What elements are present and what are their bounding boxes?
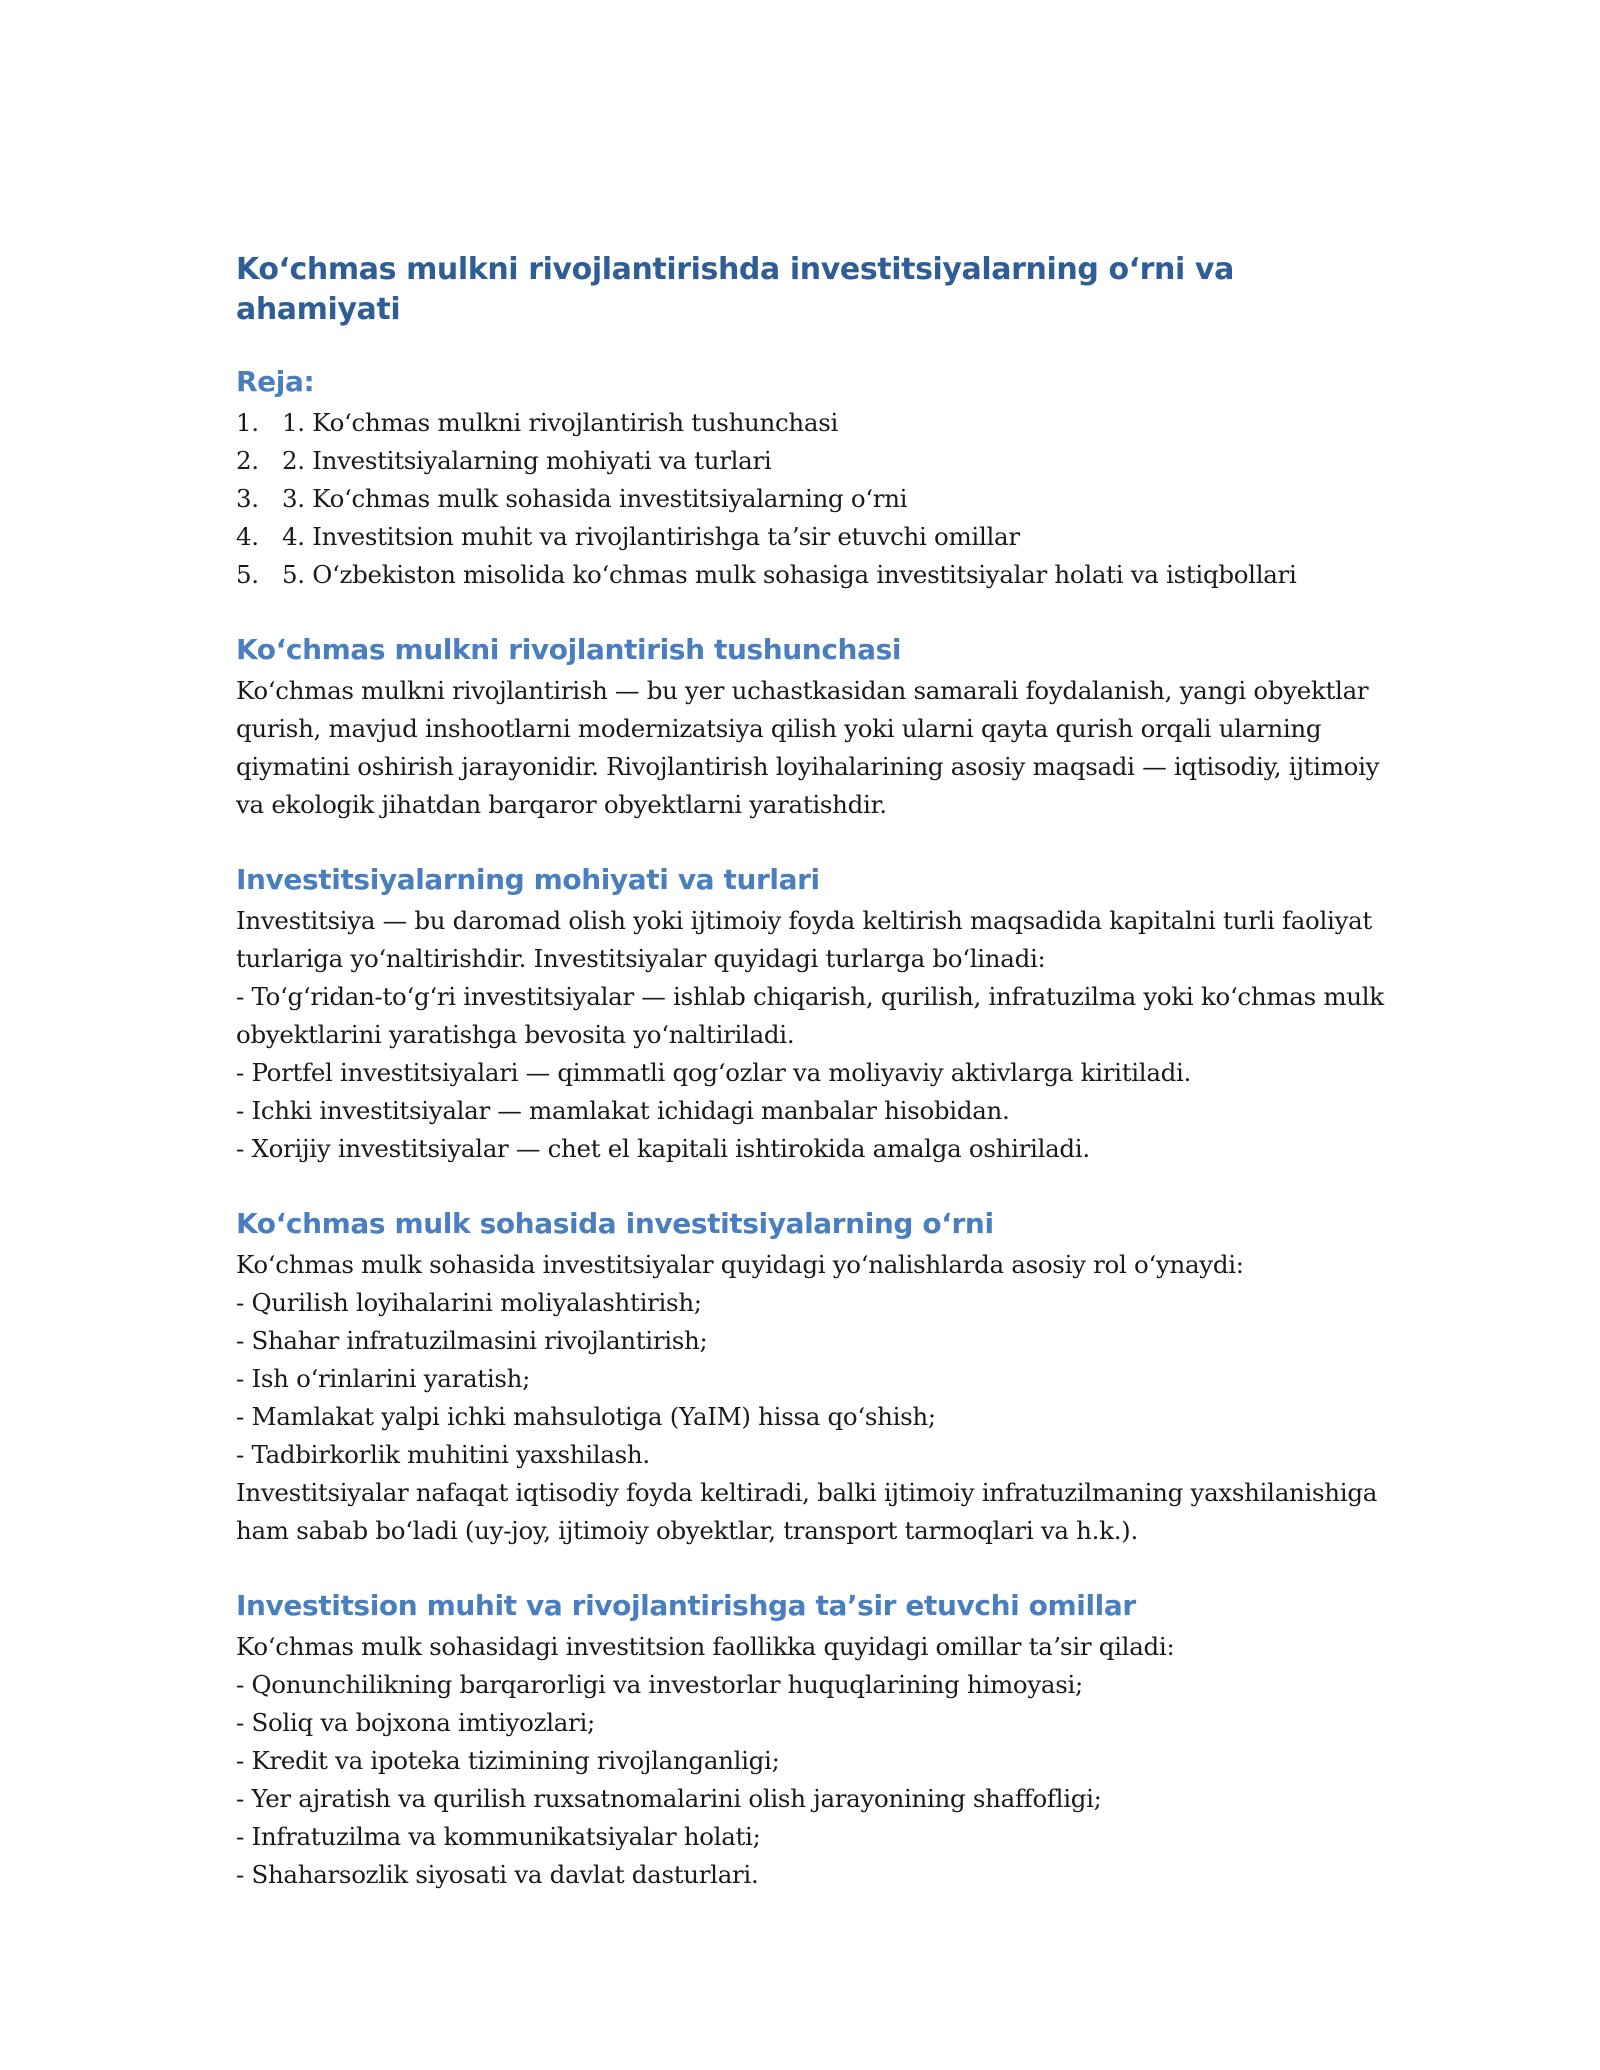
plan-item-text: 4. Investitsion muhit va rivojlantirishga taʼsir etuvchi omillar [282,522,1020,551]
section-investment-role [236,1206,1386,1550]
section-intro: Investitsiya — bu daromad olish yoki ijtimoiy foyda keltirish maqsadida kapitalni turli faoliyat turlariga yoʻnaltirishdir. Investitsiyalar quyidagi turlarga boʻlinadi: [236,906,1372,973]
plan-item-number: 3. [236,484,259,513]
section-paragraph: Koʻchmas mulkni rivojlantirish — bu yer uchastkasidan samarali foydalanish, yangi obyektlar qurish, mavjud inshootlarni modernizatsiya qilish yoki ularni qayta qurish orqali ularning qiymatini oshirish jarayonidir. Rivojlantirish loyihalarining asosiy maqsadi — iqtisodiy, ijtimoiy va ekologik jihatdan barqaror obyektlarni yaratishdir. [236,676,1380,819]
section-intro: Koʻchmas mulk sohasidagi investitsion faollikka quyidagi omillar taʼsir qiladi: [236,1632,1175,1661]
section-investment-types [236,862,1386,1168]
plan-item [236,480,1386,518]
list-item: - Qonunchilikning barqarorligi va investorlar huquqlarining himoyasi; [236,1670,1083,1699]
plan-item-number: 1. [236,408,259,437]
plan-heading: Reja: [236,365,315,398]
plan-item-text: 2. Investitsiyalarning mohiyati va turlari [282,446,772,475]
plan-item-number: 5. [236,560,259,589]
section-outro: Investitsiyalar nafaqat iqtisodiy foyda keltiradi, balki ijtimoiy infratuzilmaning yaxshilanishiga ham sabab boʻladi (uy-joy, ijtimoiy obyektlar, transport tarmoqlari va h.k.). [236,1478,1378,1545]
section-real-estate-development [236,632,1386,824]
plan-item-number: 4. [236,522,259,551]
list-item: - Tadbirkorlik muhitini yaxshilash. [236,1440,650,1469]
document-title: Koʻchmas mulkni rivojlantirishda investitsiyalarning oʻrni va ahamiyati [236,252,1234,327]
plan-item [236,442,1386,480]
section-heading: Koʻchmas mulkni rivojlantirish tushunchasi [236,633,902,666]
list-item: - Portfel investitsiyalari — qimmatli qogʻozlar va moliyaviy aktivlarga kiritiladi. [236,1058,1192,1087]
plan-list [236,404,1386,594]
list-item: - Shaharsozlik siyosati va davlat dasturlari. [236,1860,759,1889]
plan-item [236,556,1386,594]
list-item: - Ichki investitsiyalar — mamlakat ichidagi manbalar hisobidan. [236,1096,1010,1125]
section-investment-climate [236,1588,1386,1894]
list-item: - Kredit va ipoteka tizimining rivojlanganligi; [236,1746,780,1775]
plan-item-number: 2. [236,446,259,475]
plan-item-text: 5. Oʻzbekiston misolida koʻchmas mulk sohasiga investitsiyalar holati va istiqbollari [282,560,1297,589]
section-intro: Koʻchmas mulk sohasida investitsiyalar quyidagi yoʻnalishlarda asosiy rol oʻynaydi: [236,1250,1244,1279]
document-page [236,250,1386,1932]
list-item: - Mamlakat yalpi ichki mahsulotiga (YaIM) hissa qoʻshish; [236,1402,936,1431]
plan-item [236,518,1386,556]
list-item: - Toʻgʻridan-toʻgʻri investitsiyalar — ishlab chiqarish, qurilish, infratuzilma yoki koʻchmas mulk obyektlarini yaratishga bevosita yoʻnaltiriladi. [236,982,1384,1049]
section-heading: Koʻchmas mulk sohasida investitsiyalarning oʻrni [236,1207,994,1240]
list-item: - Soliq va bojxona imtiyozlari; [236,1708,595,1737]
plan-item-text: 1. Koʻchmas mulkni rivojlantirish tushunchasi [282,408,839,437]
list-item: - Yer ajratish va qurilish ruxsatnomalarini olish jarayonining shaffofligi; [236,1784,1102,1813]
list-item: - Qurilish loyihalarini moliyalashtirish; [236,1288,702,1317]
list-item: - Xorijiy investitsiyalar — chet el kapitali ishtirokida amalga oshiriladi. [236,1134,1090,1163]
list-item: - Infratuzilma va kommunikatsiyalar holati; [236,1822,761,1851]
section-heading: Investitsion muhit va rivojlantirishga taʼsir etuvchi omillar [236,1589,1136,1622]
list-item: - Ish oʻrinlarini yaratish; [236,1364,531,1393]
plan-item [236,404,1386,442]
plan-item-text: 3. Koʻchmas mulk sohasida investitsiyalarning oʻrni [282,484,908,513]
list-item: - Shahar infratuzilmasini rivojlantirish; [236,1326,708,1355]
section-heading: Investitsiyalarning mohiyati va turlari [236,863,820,896]
